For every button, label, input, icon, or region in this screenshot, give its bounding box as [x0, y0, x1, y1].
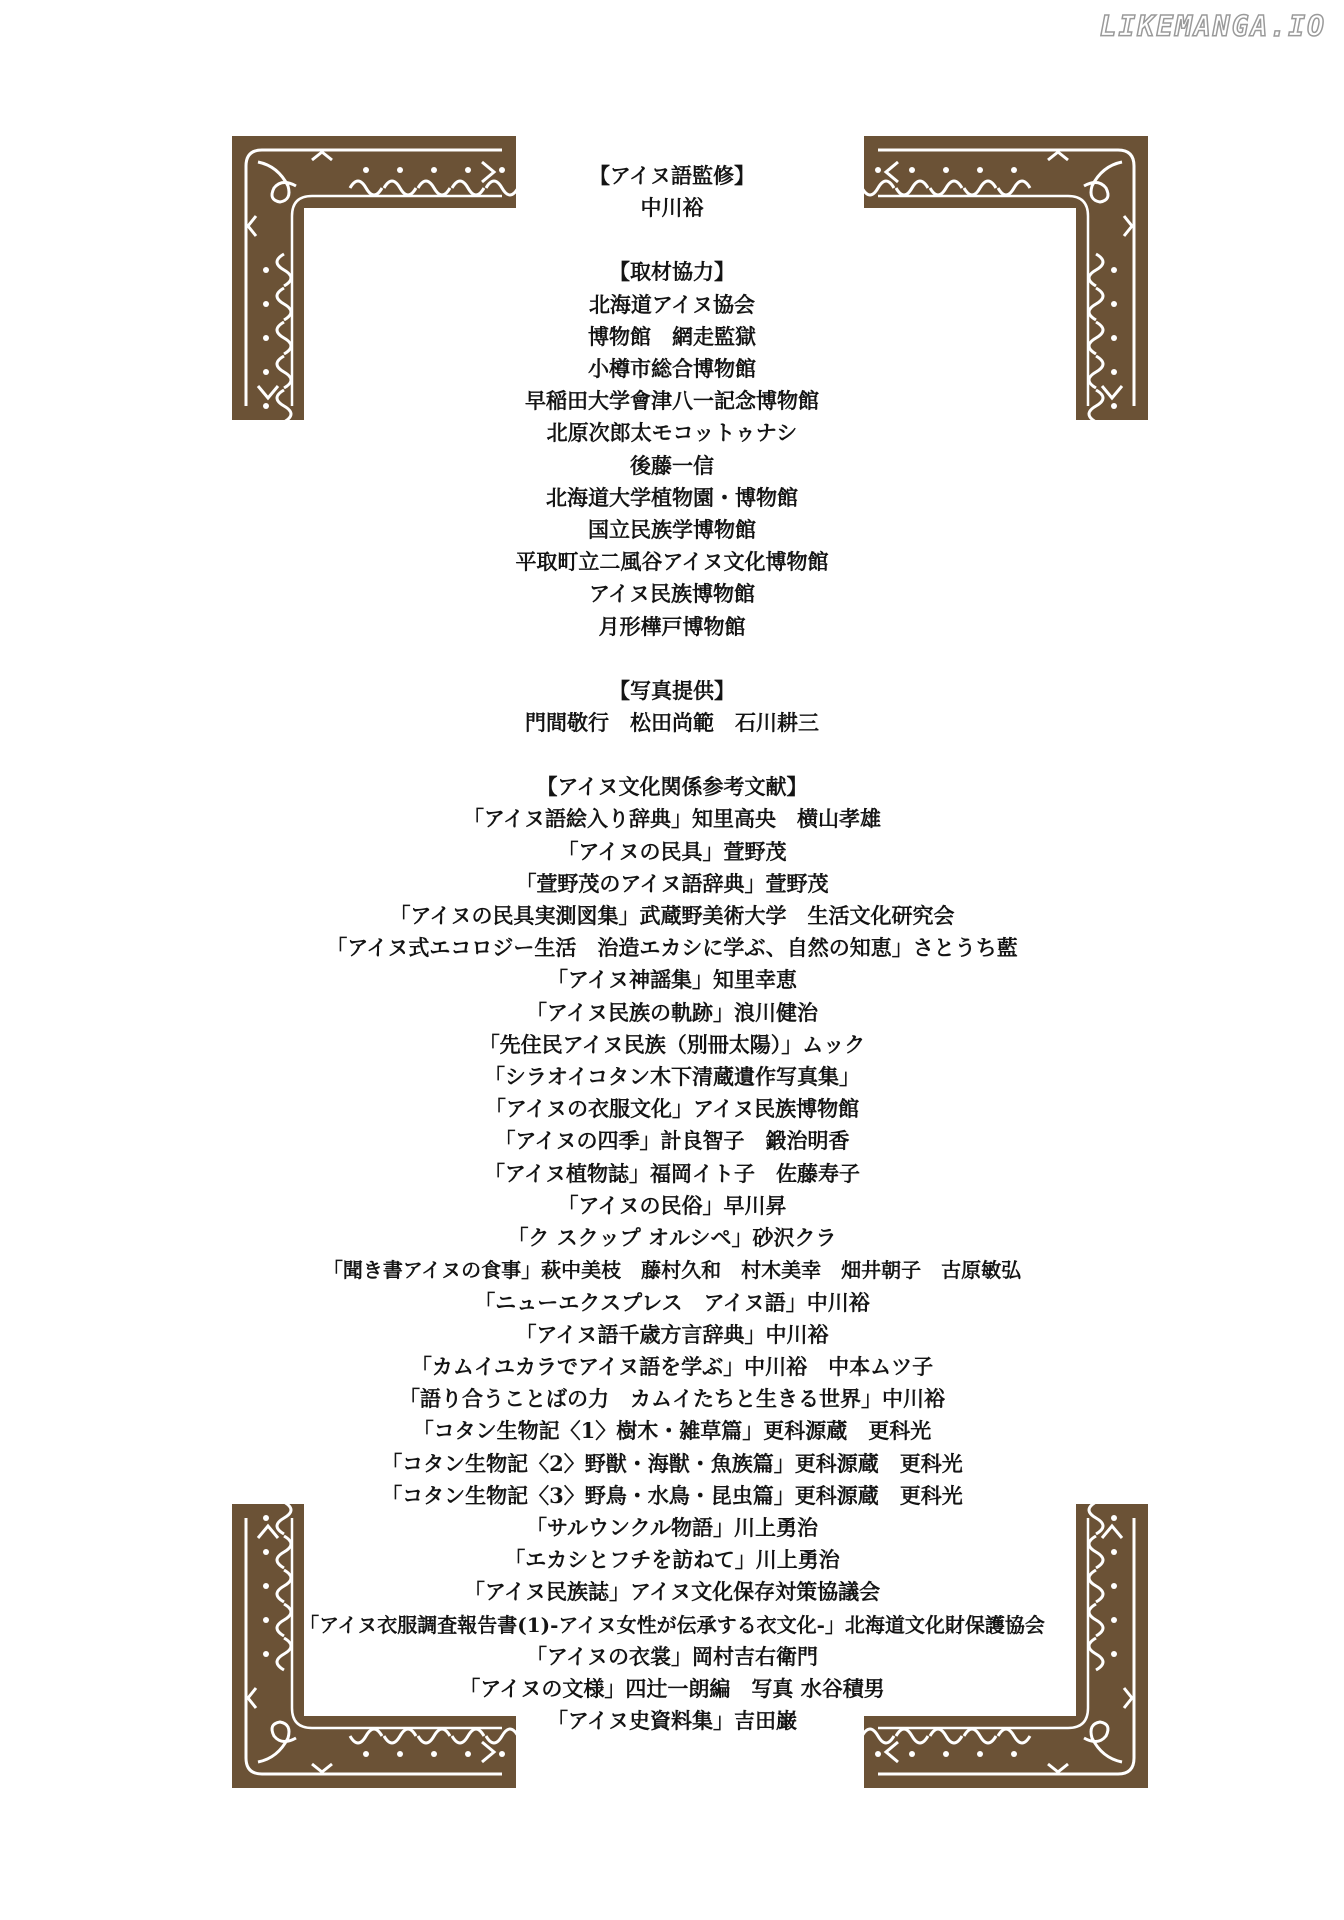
section-heading: 【写真提供】	[609, 677, 735, 703]
credit-line: 月形樺戸博物館	[598, 613, 746, 639]
credit-line: 「シラオイコタン木下清蔵遺作写真集」	[483, 1064, 861, 1090]
credit-line: 「アイヌの衣裳」岡村吉右衛門	[525, 1643, 819, 1669]
credit-line: 「アイヌ民族誌」アイヌ文化保存対策協議会	[463, 1579, 881, 1605]
credit-line: 中川裕	[640, 195, 704, 221]
credit-line: 「アイヌ語千歳方言辞典」中川裕	[515, 1321, 829, 1347]
credit-line: 「サルウンクル物語」川上勇治	[526, 1514, 818, 1540]
section-heading: 【アイヌ語監修】	[588, 163, 756, 188]
credit-line: 「アイヌの衣服文化」アイヌ民族博物館	[484, 1096, 860, 1122]
section-heading: 【取材協力】	[609, 259, 735, 285]
credit-line: 博物館 網走監獄	[588, 323, 756, 349]
section-heading: 【アイヌ文化関係参考文献】	[536, 774, 808, 800]
credit-line: 「アイヌの民具」萱野茂	[557, 838, 787, 864]
credit-line: 「コタン生物記〈2〉野獣・海獣・魚族篇」更科源蔵 更科光	[381, 1450, 963, 1476]
credit-line: 「コタン生物記〈3〉野鳥・水鳥・昆虫篇」更科源蔵 更科光	[381, 1482, 963, 1508]
credit-line: 「アイヌ植物誌」福岡イト子 佐藤寿子	[483, 1160, 861, 1186]
credit-line: 「アイヌの四季」計良智子 鍛治明香	[494, 1128, 850, 1154]
credit-line: 「アイヌの民俗」早川昇	[557, 1192, 787, 1218]
credit-line: 北原次郎太モコットゥナシ	[546, 420, 798, 446]
credit-line: 「萱野茂のアイヌ語辞典」萱野茂	[515, 870, 829, 896]
credits-section	[0, 771, 1344, 1737]
credit-line: 早稲田大学會津八一記念博物館	[525, 388, 819, 414]
credits-section	[0, 675, 1344, 739]
credit-line: 「先住民アイヌ民族（別冊太陽）」ムック	[478, 1031, 866, 1057]
credit-line: 「アイヌの民具実測図集」武蔵野美術大学 生活文化研究会	[389, 903, 955, 929]
credit-line: 門間敬行 松田尚範 石川耕三	[525, 710, 819, 736]
credit-line: 「アイヌ神謡集」知里幸恵	[546, 967, 798, 993]
credits-list	[0, 160, 1344, 1769]
credit-line: 「カムイユカラでアイヌ語を学ぶ」中川裕 中本ムツ子	[410, 1353, 934, 1379]
credit-line: 北海道大学植物園・博物館	[546, 484, 798, 510]
credit-line: 「アイヌ衣服調査報告書(1)-アイヌ女性が伝承する衣文化-」北海道文化財保護協会	[299, 1612, 1045, 1637]
credit-line: 北海道アイヌ協会	[588, 291, 756, 317]
site-watermark: LIKEMANGA.IO	[1099, 10, 1326, 43]
credits-section	[0, 256, 1344, 642]
credit-line: 後藤一信	[630, 452, 714, 478]
credit-line: 「語り合うことばの力 カムイたちと生きる世界」中川裕	[399, 1386, 945, 1412]
credit-line: アイヌ民族博物館	[588, 581, 756, 607]
credit-line: 「ニューエクスプレス アイヌ語」中川裕	[474, 1289, 870, 1315]
credits-section	[0, 160, 1344, 224]
credit-line: 「コタン生物記〈1〉樹木・雑草篇」更科源蔵 更科光	[412, 1418, 932, 1444]
credit-line: 小樽市総合博物館	[588, 356, 756, 382]
credit-line: 「エカシとフチを訪ねて」川上勇治	[504, 1547, 840, 1573]
credit-line: 国立民族学博物館	[588, 517, 756, 543]
credit-line: 「ク スクップ オルシペ」砂沢クラ	[507, 1225, 837, 1251]
credit-line: 「アイヌ式エコロジー生活 治造エカシに学ぶ、自然の知恵」さとうち藍	[326, 935, 1018, 961]
credit-line: 「聞き書アイヌの食事」萩中美枝 藤村久和 村木美幸 畑井朝子 古原敏弘	[322, 1258, 1022, 1283]
credit-line: 「アイヌ民族の軌跡」浪川健治	[525, 999, 819, 1025]
credit-line: 平取町立二風谷アイヌ文化博物館	[515, 549, 829, 575]
credit-line: 「アイヌ語絵入り辞典」知里高央 横山孝雄	[462, 806, 882, 832]
credit-line: 「アイヌの文様」四辻一朗編 写真 水谷積男	[459, 1675, 885, 1701]
credit-line: 「アイヌ史資料集」吉田巌	[546, 1708, 798, 1734]
